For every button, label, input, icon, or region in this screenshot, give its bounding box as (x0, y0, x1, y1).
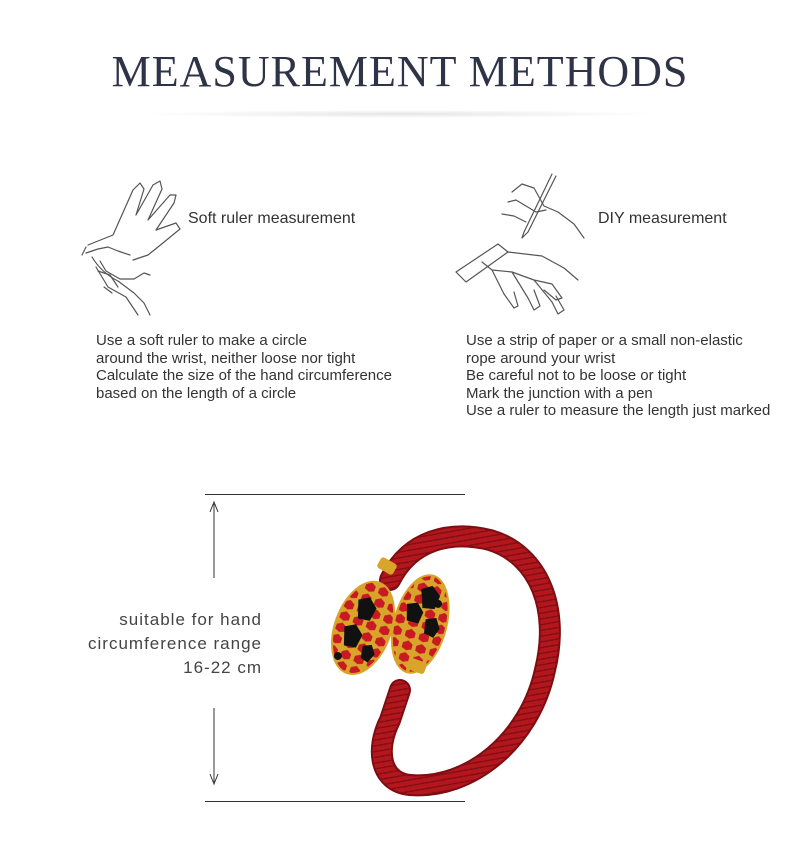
circumference-range-text (88, 608, 262, 680)
description-line: Use a ruler to measure the length just marked (466, 402, 771, 419)
description-line: Use a strip of paper or a small non-elastic (466, 332, 743, 349)
description-line: based on the length of a circle (96, 384, 297, 402)
hand-pen-paper-illustration (452, 172, 592, 322)
description-line: Be careful not to be loose or tight (466, 367, 687, 384)
dimension-line-bottom (205, 801, 465, 802)
method-description-diy (466, 332, 770, 420)
page-title: MEASUREMENT METHODS (111, 47, 689, 96)
description-line: around the wrist, neither loose nor tight (96, 349, 356, 367)
dimension-line-top (205, 494, 465, 495)
range-line-2: circumference range (88, 634, 262, 653)
description-line: Calculate the size of the hand circumference (96, 367, 392, 384)
description-line: rope around your wrist (466, 349, 616, 367)
arrow-up-icon (208, 500, 220, 580)
title-divider-shadow (140, 110, 660, 118)
method-description-soft-ruler (96, 332, 392, 402)
range-line-1: suitable for hand (119, 610, 262, 629)
range-line-3: 16-22 cm (183, 658, 262, 677)
snake-bracelet-image (320, 500, 570, 800)
description-line: Mark the junction with a pen (466, 384, 653, 402)
description-line: Use a soft ruler to make a circle (96, 332, 307, 349)
method-label-soft-ruler: Soft ruler measurement (188, 210, 356, 227)
method-label-diy: DIY measurement (598, 210, 727, 227)
arrow-down-icon (208, 706, 220, 786)
hand-soft-ruler-illustration (78, 175, 188, 320)
